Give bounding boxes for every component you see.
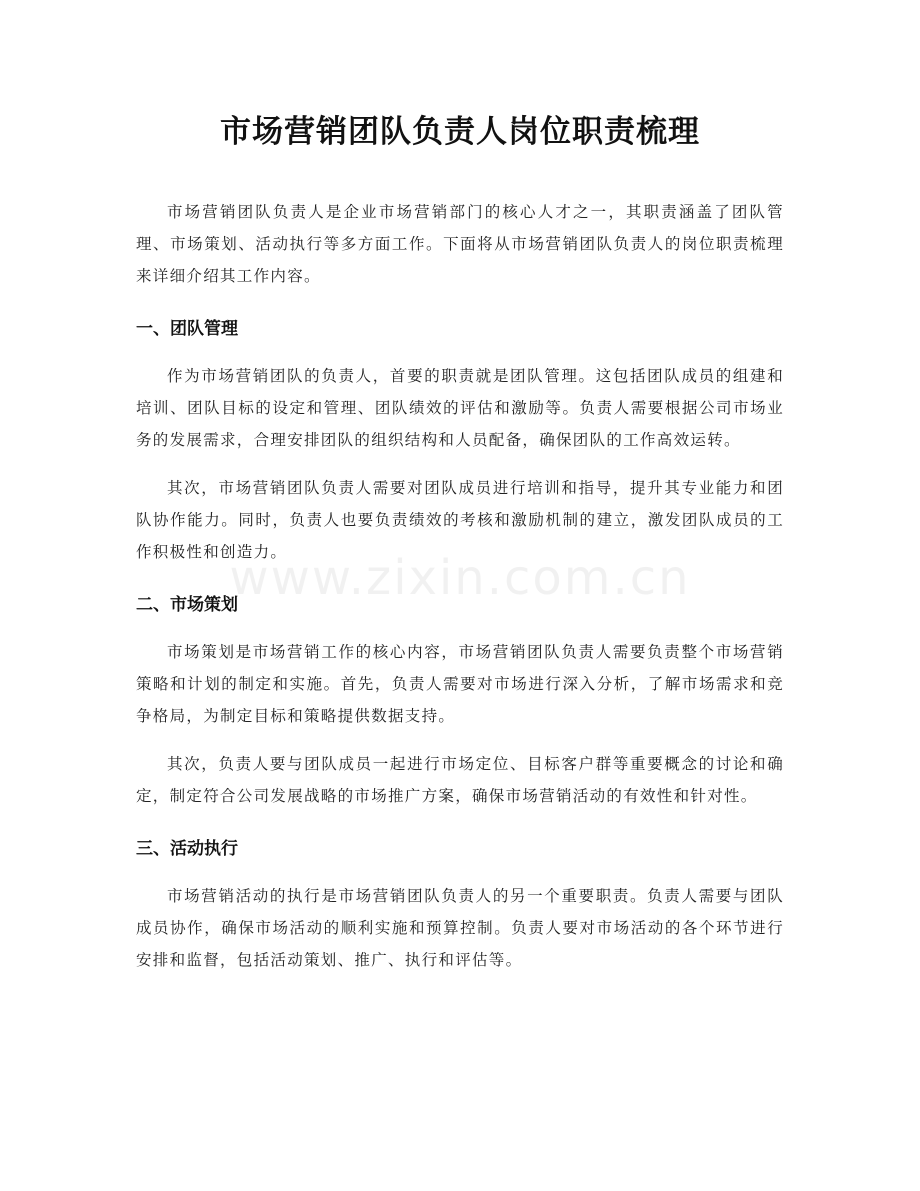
section-2-paragraph-2: 其次，负责人要与团队成员一起进行市场定位、目标客户群等重要概念的讨论和确定，制定符合公司发展战略的市场推广方案，确保市场营销活动的有效性和针对性。 (136, 755, 784, 805)
section-heading-market-planning: 二、市场策划 (136, 595, 238, 615)
section-heading-team-management: 一、团队管理 (136, 319, 238, 339)
document-title: 市场营销团队负责人岗位职责梳理 (220, 114, 700, 150)
section-2-paragraph-1: 市场策划是市场营销工作的核心内容，市场营销团队负责人需要负责整个市场营销策略和计划的制定和实施。首先，负责人需要对市场进行深入分析，了解市场需求和竞争格局，为制定目标和策略提供数据支持。 (136, 643, 784, 725)
section-1-paragraph-1: 作为市场营销团队的负责人，首要的职责就是团队管理。这包括团队成员的组建和培训、团队目标的设定和管理、团队绩效的评估和激励等。负责人需要根据公司市场业务的发展需求，合理安排团队的组织结构和人员配备，确保团队的工作高效运转。 (136, 367, 784, 449)
section-1-paragraph-2: 其次，市场营销团队负责人需要对团队成员进行培训和指导，提升其专业能力和团队协作能力。同时，负责人也要负责绩效的考核和激励机制的建立，激发团队成员的工作积极性和创造力。 (136, 479, 784, 561)
section-heading-event-execution: 三、活动执行 (136, 839, 238, 859)
section-3-paragraph-1: 市场营销活动的执行是市场营销团队负责人的另一个重要职责。负责人需要与团队成员协作，确保市场活动的顺利实施和预算控制。负责人要对市场活动的各个环节进行安排和监督，包括活动策划、推广、执行和评估等。 (136, 887, 784, 969)
intro-paragraph: 市场营销团队负责人是企业市场营销部门的核心人才之一，其职责涵盖了团队管理、市场策划、活动执行等多方面工作。下面将从市场营销团队负责人的岗位职责梳理来详细介绍其工作内容。 (136, 203, 784, 285)
watermark-text: www.zixin.com.cn (229, 550, 691, 606)
